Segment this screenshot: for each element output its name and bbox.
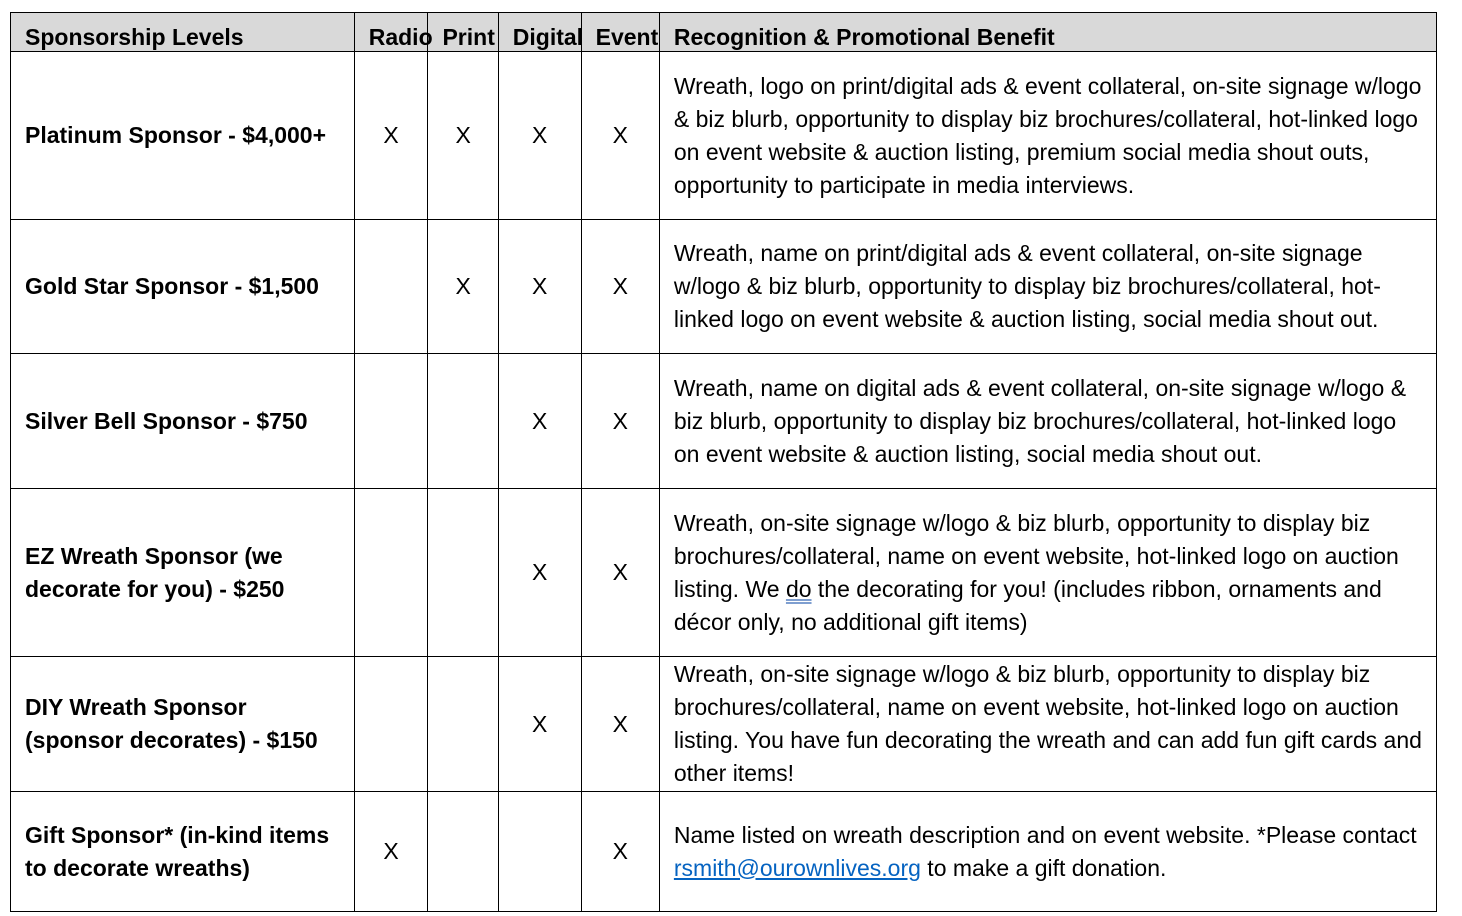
benefit-text-end: to make a gift donation. xyxy=(920,854,1167,881)
header-event: Event xyxy=(581,13,659,52)
table-row-silver-bell xyxy=(11,354,1437,489)
header-radio: Radio xyxy=(354,13,428,52)
benefit-cell: Wreath, logo on print/digital ads & event collateral, on-site signage w/logo & biz blurb, opportunity to display biz brochures/collateral, hot-linked logo on event website & auction listing, premium social media shout outs, opportunity to participate in media interviews. xyxy=(659,52,1436,220)
digital-cell: X xyxy=(498,354,581,489)
digital-cell: X xyxy=(498,657,581,792)
level-cell: EZ Wreath Sponsor (we decorate for you) - $250 xyxy=(11,489,355,657)
digital-cell: X xyxy=(498,489,581,657)
table-row-platinum xyxy=(11,52,1437,220)
event-cell: X xyxy=(581,220,659,354)
benefit-cell: Wreath, name on digital ads & event collateral, on-site signage w/logo & biz blurb, opportunity to display biz brochures/collateral, hot-linked logo on event website & auction listing, social media shout out. xyxy=(659,354,1436,489)
event-cell: X xyxy=(581,489,659,657)
print-cell xyxy=(428,657,498,792)
header-print: Print xyxy=(428,13,498,52)
radio-cell xyxy=(354,489,428,657)
benefit-text-end: the decorating for you! (includes ribbon, ornaments and décor only, no additional gift items) xyxy=(673,575,1382,635)
print-cell xyxy=(428,489,498,657)
table-row-gold-star xyxy=(11,220,1437,354)
radio-cell xyxy=(354,657,428,792)
benefit-text-start: Name listed on wreath description and on event website. *Please contact xyxy=(673,821,1417,848)
emphasis-do: do xyxy=(785,575,812,602)
digital-cell: X xyxy=(498,52,581,220)
level-cell: Gold Star Sponsor - $1,500 xyxy=(11,220,355,354)
digital-cell xyxy=(498,792,581,912)
event-cell: X xyxy=(581,354,659,489)
table-row-gift xyxy=(11,792,1437,912)
radio-cell xyxy=(354,354,428,489)
level-cell: Platinum Sponsor - $4,000+ xyxy=(11,52,355,220)
digital-cell: X xyxy=(498,220,581,354)
benefit-cell xyxy=(659,489,1436,657)
level-cell: Gift Sponsor* (in-kind items to decorate wreaths) xyxy=(11,792,355,912)
radio-cell xyxy=(354,220,428,354)
benefit-cell: Wreath, name on print/digital ads & event collateral, on-site signage w/logo & biz blurb, opportunity to display biz brochures/collateral, hot-linked logo on event website & auction listing, social media shout out. xyxy=(659,220,1436,354)
print-cell xyxy=(428,354,498,489)
print-cell xyxy=(428,792,498,912)
level-cell: Silver Bell Sponsor - $750 xyxy=(11,354,355,489)
event-cell: X xyxy=(581,792,659,912)
email-link[interactable]: rsmith@ourownlives.org xyxy=(673,854,921,881)
header-row xyxy=(11,13,1437,52)
level-cell: DIY Wreath Sponsor (sponsor decorates) - $150 xyxy=(11,657,355,792)
radio-cell: X xyxy=(354,52,428,220)
print-cell: X xyxy=(428,220,498,354)
event-cell: X xyxy=(581,52,659,220)
benefit-cell: Wreath, on-site signage w/logo & biz blurb, opportunity to display biz brochures/collateral, name on event website, hot-linked logo on auction listing. You have fun decorating the wreath and can add fun gift cards and other items! xyxy=(659,657,1436,792)
header-sponsorship-levels: Sponsorship Levels xyxy=(11,13,355,52)
header-benefit: Recognition & Promotional Benefit xyxy=(659,13,1436,52)
benefit-cell xyxy=(659,792,1436,912)
print-cell: X xyxy=(428,52,498,220)
event-cell: X xyxy=(581,657,659,792)
radio-cell: X xyxy=(354,792,428,912)
header-digital: Digital xyxy=(498,13,581,52)
table-row-diy-wreath xyxy=(11,657,1437,792)
table-row-ez-wreath xyxy=(11,489,1437,657)
sponsorship-table xyxy=(10,12,1437,912)
benefit-text-start: Wreath, on-site signage w/logo & biz blurb, opportunity to display biz brochures/collateral, name on event website, hot-linked logo on auction listing. We xyxy=(673,509,1399,602)
